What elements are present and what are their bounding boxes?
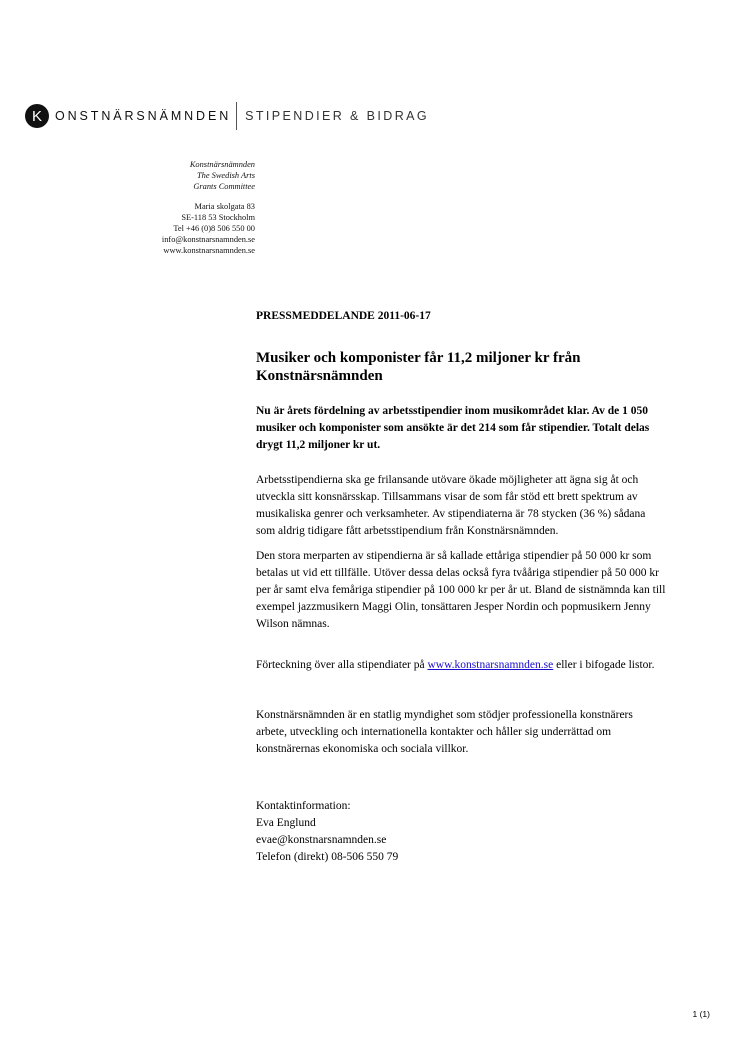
logo-subtitle: STIPENDIER & BIDRAG — [245, 109, 429, 123]
page-number: 1 (1) — [692, 1009, 710, 1019]
sender-org-english-2: Grants Committee — [193, 182, 255, 191]
paragraph-list — [256, 657, 666, 674]
list-suffix: eller i bifogade listor. — [553, 659, 655, 671]
list-prefix: Förteckning över alla stipendiater på — [256, 659, 428, 671]
contact-heading: Kontaktinformation: — [256, 800, 351, 812]
release-title: Musiker och komponister får 11,2 miljoner kr från Konstnärsnämnden — [256, 350, 581, 384]
sender-email: info@konstnarsnamnden.se — [161, 235, 255, 244]
logo-divider — [236, 102, 237, 130]
sender-org-swedish: Konstnärsnämnden — [189, 160, 255, 169]
logo-wordmark: ONSTNÄRSNÄMNDEN — [55, 109, 232, 123]
sender-web: www.konstnarsnamnden.se — [163, 246, 255, 255]
contact-name: Eva Englund — [256, 817, 316, 829]
paragraph-purpose: Arbetsstipendierna ska ge frilansande utövare ökade möjligheter att ägna sig åt och utveckla sitt konsnärsskap. Tillsammans visar de som får stöd ett brett spektrum av musikaliska genrer och verksamheter. Av stipendiaterna är 78 stycken (36 %) sådana som aldrig tidigare fått arbetsstipendium från Konstnärsnämnden. — [256, 474, 646, 537]
sender-phone: Tel +46 (0)8 506 550 00 — [173, 224, 255, 233]
sender-postal: SE-118 53 Stockholm — [181, 213, 255, 222]
header-logo — [25, 103, 429, 129]
contact-block — [256, 798, 666, 866]
release-label: PRESSMEDDELANDE 2011-06-17 — [256, 310, 431, 322]
press-release-body — [256, 308, 666, 866]
contact-phone: Telefon (direkt) 08-506 550 79 — [256, 851, 399, 863]
logo-k-badge: K — [25, 104, 49, 128]
contact-email: evae@konstnarsnamnden.se — [256, 834, 387, 846]
release-lead: Nu är årets fördelning av arbetsstipendier inom musikområdet klar. Av de 1 050 musiker och komponister som ansökte är det 214 som får stipendier. Totalt delas drygt 11,2 miljoner kr ut. — [256, 405, 650, 451]
sender-org-english-1: The Swedish Arts — [196, 171, 255, 180]
sender-street: Maria skolgata 83 — [194, 202, 255, 211]
paragraph-grants: Den stora merparten av stipendierna är så kallade ettåriga stipendier på 50 000 kr som betalas ut vid ett tillfälle. Utöver dessa delas också fyra tvååriga stipendier på 50 000 kr per år samt elva femåriga stipendier på 100 000 kr per år ut. Bland de sistnämnda kan till exempel jazzmusikern Maggi Olin, tonsättaren Jesper Nordin och popmusikern Jenny Wilson nämnas. — [256, 550, 666, 630]
paragraph-about: Konstnärsnämnden är en statlig myndighet som stödjer professionella konstnärers arbete, utveckling och internationella kontakter och håller sig underrättad om konstnärernas ekonomiska och sociala villkor. — [256, 709, 633, 755]
website-link[interactable]: www.konstnarsnamnden.se — [427, 659, 554, 671]
sender-address-block — [162, 159, 255, 256]
